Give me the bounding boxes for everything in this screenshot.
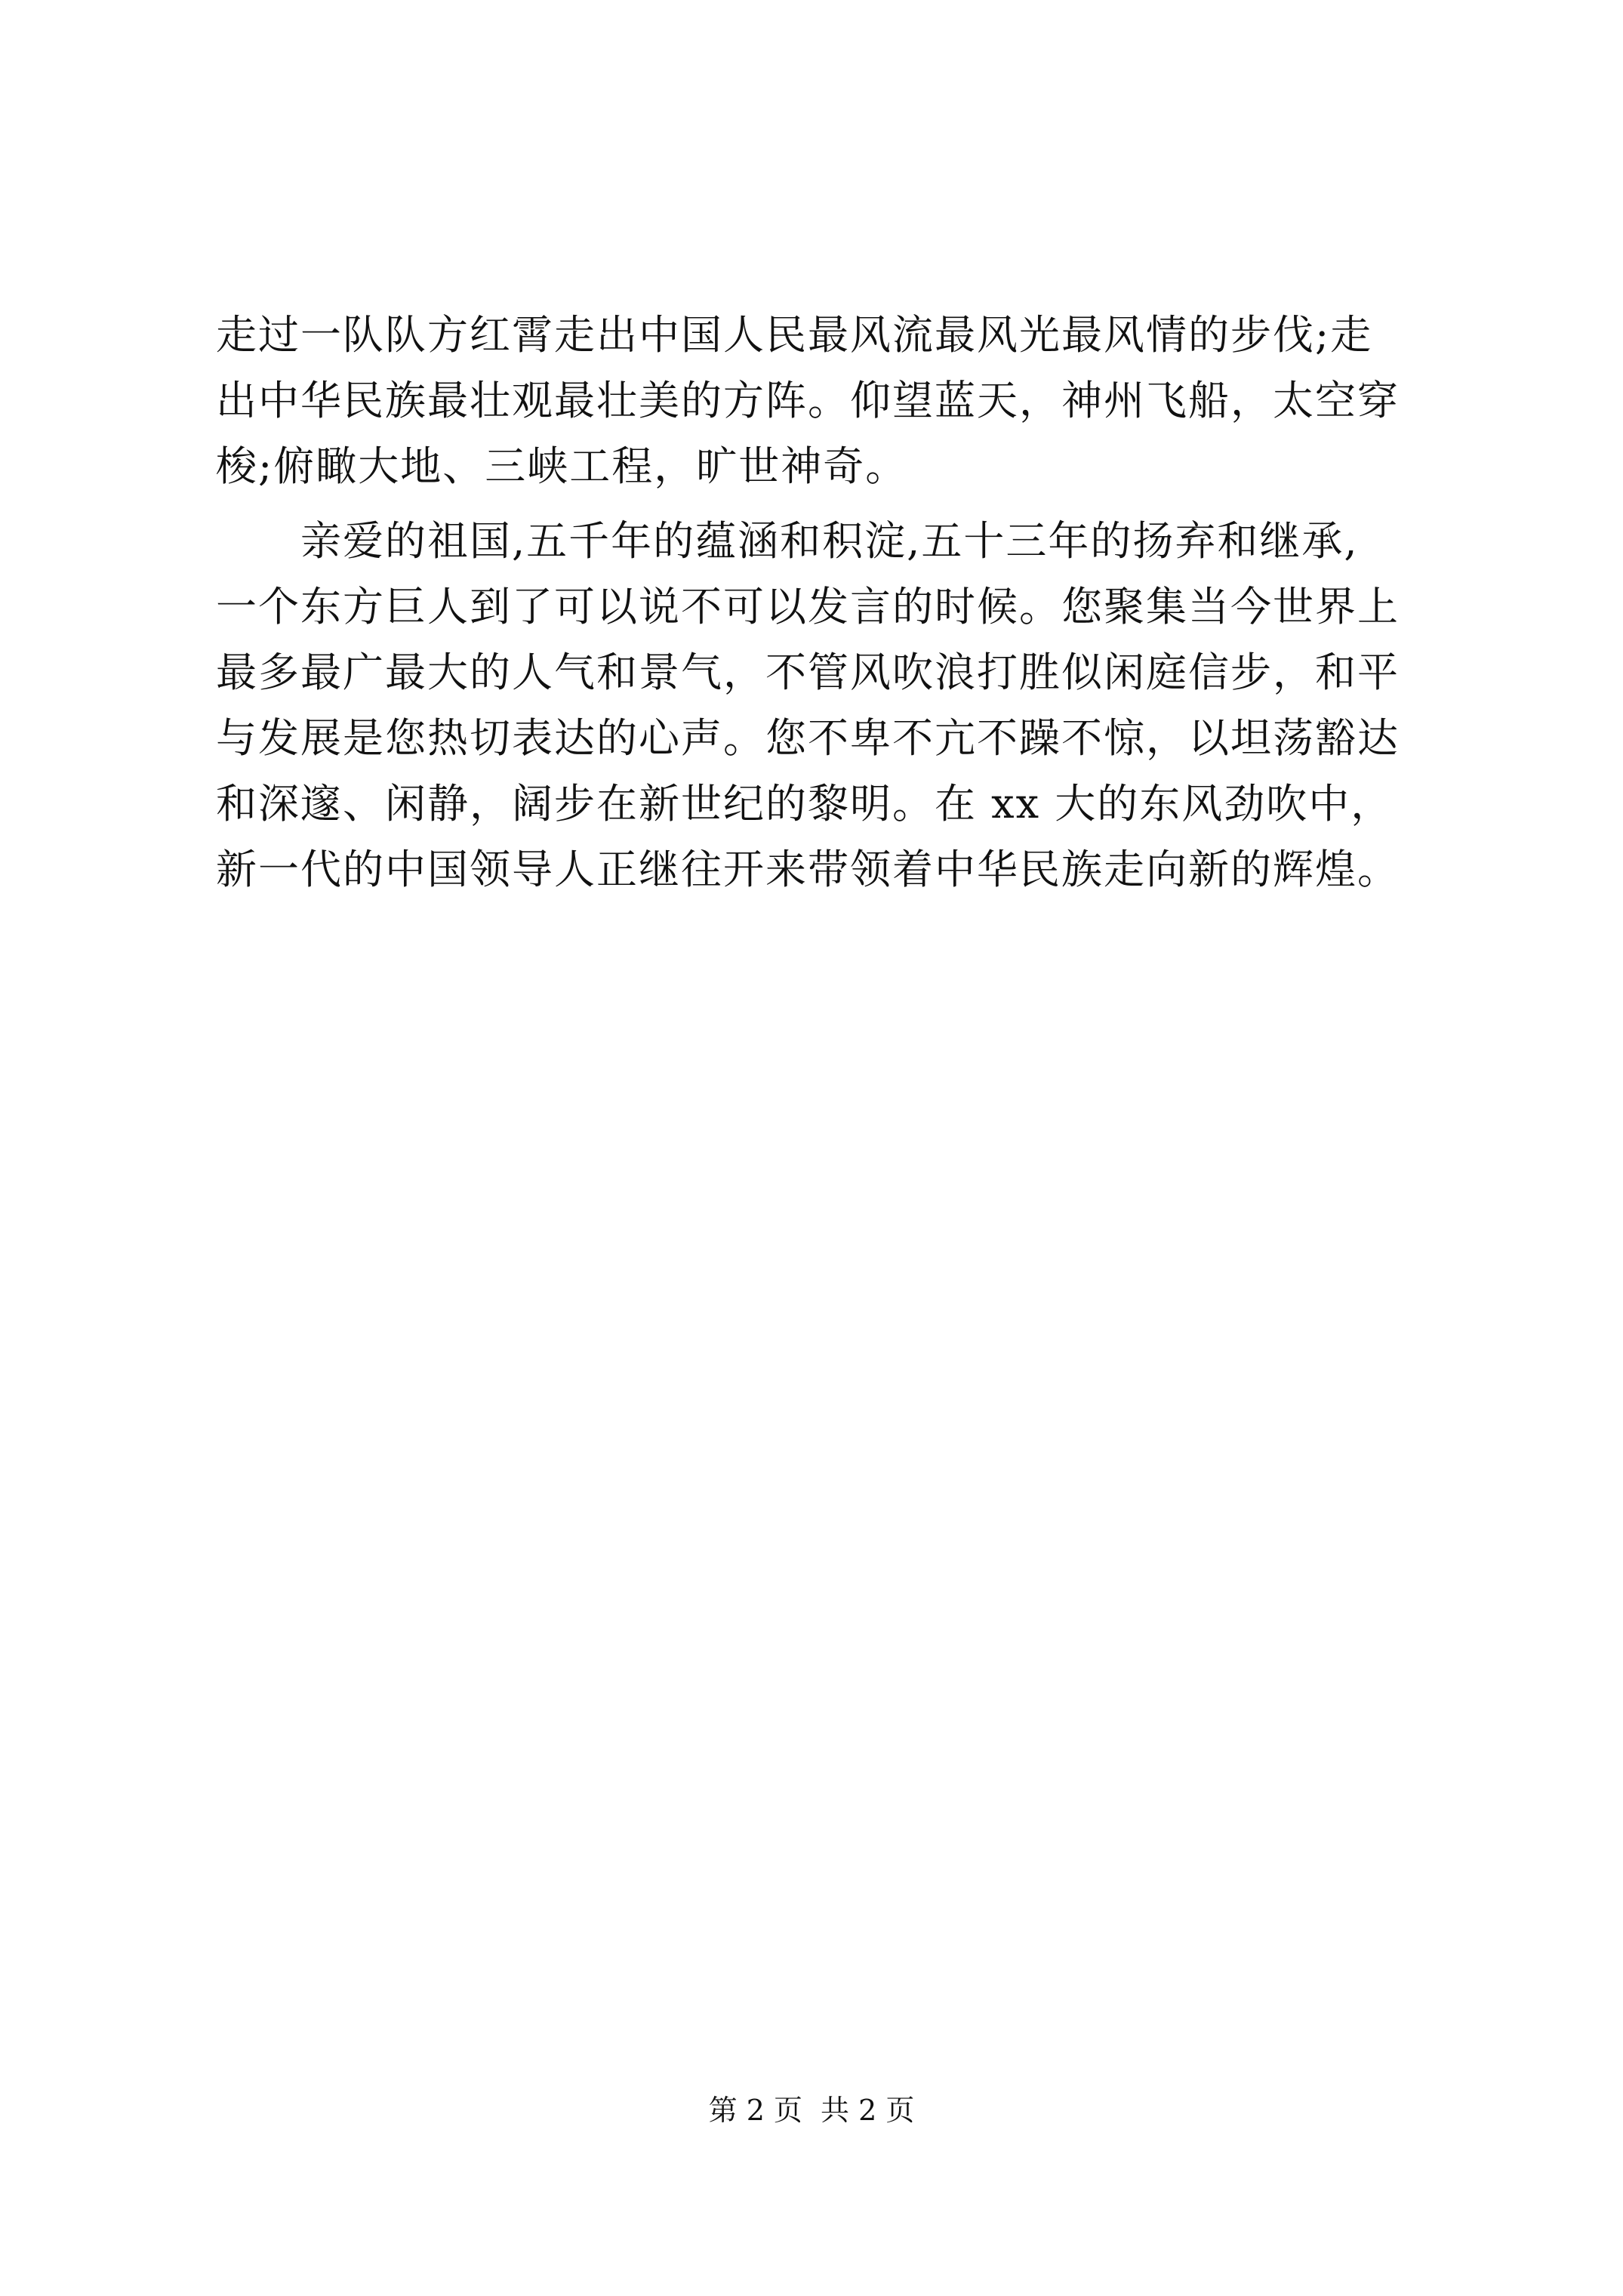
text-line: 梭;俯瞰大地、三峡工程，旷世神奇。: [216, 442, 908, 490]
page-number: 第 2 页: [708, 2094, 802, 2127]
document-body: [216, 302, 1484, 902]
page-footer: [0, 2091, 1623, 2129]
text-line: 新一代的中国领导人正继往开来带领着中华民族走向新的辉煌。: [216, 846, 1400, 893]
paragraph-spacing: [216, 499, 1484, 508]
text-line: 亲爱的祖国,五千年的蕴涵和积淀,五十三年的扬弃和继承,: [216, 517, 1359, 565]
paragraph-2: [216, 508, 1484, 902]
text-line: 走过一队队方红霄走出中国人民最风流最风光最风情的步伐;走: [216, 311, 1373, 359]
text-line: 最多最广最大的人气和景气，不管风吹浪打胜似闲庭信步，和平: [216, 649, 1400, 696]
text-line: 和深邃、闲静，阔步在新世纪的黎明。在 xx 大的东风劲吹中，: [216, 780, 1394, 827]
text-line: 与发展是您热切表达的心声。您不卑不亢不躁不惊，以坦荡豁达: [216, 714, 1400, 762]
paragraph-1: [216, 302, 1484, 499]
text-line: 一个东方巨人到了可以说不可以发言的时候。您聚集当今世界上: [216, 583, 1400, 630]
text-line: 出中华民族最壮观最壮美的方阵。仰望蓝天，神州飞船，太空穿: [216, 377, 1400, 424]
page-total: 共 2 页: [821, 2094, 915, 2127]
